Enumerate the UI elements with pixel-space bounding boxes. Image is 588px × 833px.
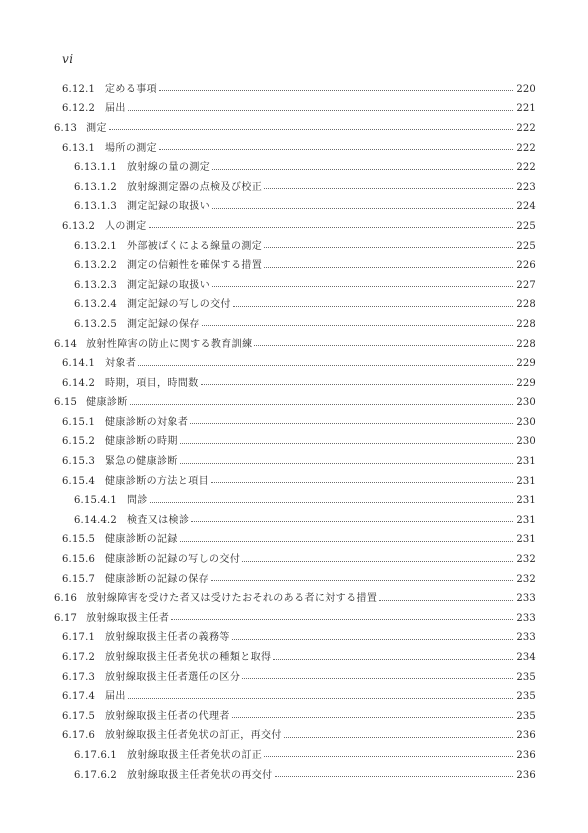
dot-leader <box>273 659 513 660</box>
toc-entry-number: 6.15.5 <box>62 534 96 546</box>
toc-entry[interactable] <box>0 354 588 374</box>
toc-entry[interactable] <box>0 687 588 707</box>
toc-entry-number: 6.13.2.2 <box>74 260 117 272</box>
dot-leader <box>159 149 513 150</box>
toc-entry-number: 6.13.2.3 <box>74 279 117 291</box>
dot-leader <box>201 384 513 385</box>
toc-entry[interactable] <box>0 707 588 727</box>
dot-leader <box>130 404 513 405</box>
dot-leader <box>128 698 513 699</box>
toc-entry-number: 6.15.3 <box>62 456 96 468</box>
toc-entry-title: 健康診断の記録の写しの交付 <box>105 554 241 566</box>
toc-entry-number: 6.12.2 <box>62 103 96 115</box>
toc-entry-title: 放射線の量の測定 <box>126 162 211 174</box>
dot-leader <box>242 561 513 562</box>
toc-entry-number: 6.17.1 <box>62 632 96 644</box>
toc-entry[interactable] <box>0 746 588 766</box>
toc-entry-page: 222 <box>516 122 536 134</box>
toc-entry-page: 228 <box>516 318 536 330</box>
dot-leader <box>202 325 513 326</box>
toc-entry-number: 6.13.2.4 <box>74 299 117 311</box>
toc-entry-page: 222 <box>516 142 536 154</box>
toc-entry-title: 健康診断の時期 <box>105 436 178 448</box>
toc-entry-number: 6.13.1.3 <box>74 201 117 213</box>
toc-entry-title: 測定記録の取扱い <box>126 201 211 213</box>
dot-leader <box>264 756 513 757</box>
toc-entry-title: 健康診断の方法と項目 <box>105 475 210 487</box>
toc-entry-number: 6.17.4 <box>62 691 96 703</box>
toc-entry-page: 233 <box>516 593 536 605</box>
toc-entry[interactable] <box>0 609 588 629</box>
toc-entry-number: 6.15.1 <box>62 416 96 428</box>
toc-entry-title: 定める事項 <box>105 83 158 95</box>
dot-leader <box>138 365 513 366</box>
toc-entry-number: 6.17.5 <box>62 710 96 722</box>
toc-entry-title: 対象者 <box>105 358 137 370</box>
toc-entry-title: 届出 <box>105 691 126 703</box>
toc-entry[interactable] <box>0 296 588 316</box>
toc-entry-number: 6.13.1.1 <box>74 162 117 174</box>
toc-entry-title: 緊急の健康診断 <box>105 456 178 468</box>
toc-entry-page: 231 <box>516 475 536 487</box>
toc-entry[interactable] <box>0 648 588 668</box>
toc-entry[interactable] <box>0 531 588 551</box>
toc-entry-number: 6.17.6 <box>62 730 96 742</box>
toc-entry-page: 235 <box>516 671 536 683</box>
toc-entry-title: 放射線取扱主任者の代理者 <box>105 710 230 722</box>
dot-leader <box>149 227 513 228</box>
toc-entry-number: 6.17.3 <box>62 671 96 683</box>
toc-entry-number: 6.13 <box>54 122 78 134</box>
toc-entry-title: 健康診断 <box>86 397 128 409</box>
toc-entry-number: 6.15.6 <box>62 554 96 566</box>
toc-entry-title: 問診 <box>126 495 148 507</box>
toc-entry-number: 6.13.2.5 <box>74 318 117 330</box>
dot-leader <box>150 502 513 503</box>
toc-entry[interactable] <box>0 452 588 472</box>
dot-leader <box>159 90 513 91</box>
toc-entry-page: 233 <box>516 632 536 644</box>
toc-entry-number: 6.13.1 <box>62 142 96 154</box>
toc-entry[interactable] <box>0 413 588 433</box>
toc-entry[interactable] <box>0 217 588 237</box>
toc-entry-title: 測定の信頼性を確保する措置 <box>126 260 263 272</box>
toc-entry[interactable] <box>0 511 588 531</box>
toc-entry[interactable] <box>0 491 588 511</box>
toc-entry-title: 放射線取扱主任者免状の訂正，再交付 <box>105 730 282 742</box>
toc-entry-title: 測定記録の取扱い <box>126 279 211 291</box>
toc-entry[interactable] <box>0 394 588 414</box>
toc-entry-page: 231 <box>516 495 536 507</box>
toc-entry-page: 230 <box>516 397 536 409</box>
toc-entry[interactable] <box>0 570 588 590</box>
dot-leader <box>232 717 513 718</box>
toc-entry-title: 放射線取扱主任者選任の区分 <box>105 671 241 683</box>
toc-entry-page: 231 <box>516 514 536 526</box>
toc-entry-number: 6.15.7 <box>62 573 96 585</box>
toc-entry-number: 6.15.4.1 <box>74 495 117 507</box>
dot-leader <box>190 423 513 424</box>
toc-entry-page: 225 <box>516 220 536 232</box>
toc-entry[interactable] <box>0 119 588 139</box>
toc-entry[interactable] <box>0 629 588 649</box>
toc-entry-title: 健康診断の記録の保存 <box>105 573 210 585</box>
toc-entry-title: 外部被ばくによる線量の測定 <box>126 240 263 252</box>
toc-entry-page: 228 <box>516 338 536 350</box>
toc-entry-page: 226 <box>516 260 536 272</box>
toc-entry[interactable] <box>0 80 588 100</box>
toc-entry-page: 232 <box>516 554 536 566</box>
toc-entry-number: 6.14.2 <box>62 377 96 389</box>
toc-entry-page: 229 <box>516 358 536 370</box>
toc-entry-page: 235 <box>516 710 536 722</box>
toc-entry[interactable] <box>0 766 588 786</box>
toc-entry-title: 放射線取扱主任者の義務等 <box>105 632 230 644</box>
toc-entry[interactable] <box>0 256 588 276</box>
toc-entry-title: 届出 <box>105 103 126 115</box>
dot-leader <box>242 678 513 679</box>
toc-entry-page: 236 <box>516 730 536 742</box>
toc-entry-number: 6.14 <box>54 338 78 350</box>
toc-entry-number: 6.14.4.2 <box>74 514 117 526</box>
dot-leader <box>232 639 513 640</box>
toc-entry-number: 6.13.2 <box>62 220 96 232</box>
toc-entry-page: 221 <box>516 103 536 115</box>
toc-entry-number: 6.12.1 <box>62 83 96 95</box>
dot-leader <box>284 737 513 738</box>
toc-entry[interactable] <box>0 433 588 453</box>
toc-entry[interactable] <box>0 100 588 120</box>
toc-entry-page: 231 <box>516 534 536 546</box>
toc-entry-number: 6.16 <box>54 593 78 605</box>
dot-leader <box>211 482 513 483</box>
dot-leader <box>264 267 513 268</box>
toc-entry-page: 233 <box>516 612 536 624</box>
toc-entry-number: 6.15.2 <box>62 436 96 448</box>
toc-entry[interactable] <box>0 315 588 335</box>
toc-entry-title: 放射線測定器の点検及び校正 <box>126 181 263 193</box>
toc-entry-page: 222 <box>516 162 536 174</box>
toc-entry-title: 放射線取扱主任者免状の再交付 <box>126 769 273 781</box>
dot-leader <box>264 188 513 189</box>
toc-entry-page: 224 <box>516 201 536 213</box>
dot-leader <box>275 776 513 777</box>
toc-entry-page: 220 <box>516 83 536 95</box>
toc-entry[interactable] <box>0 727 588 747</box>
toc-entry[interactable] <box>0 472 588 492</box>
toc-entry-number: 6.14.1 <box>62 358 96 370</box>
toc-entry-number: 6.13.2.1 <box>74 240 117 252</box>
toc-entry-page: 223 <box>516 181 536 193</box>
toc-entry-title: 健康診断の記録 <box>105 534 178 546</box>
dot-leader <box>233 306 513 307</box>
toc-entry[interactable] <box>0 589 588 609</box>
toc-entry-title: 場所の測定 <box>105 142 158 154</box>
toc-entry-page: 236 <box>516 749 536 761</box>
toc-entry-number: 6.17.6.1 <box>74 749 117 761</box>
toc-entry-page: 235 <box>516 691 536 703</box>
toc-entry-number: 6.17 <box>54 612 78 624</box>
toc-entry-title: 放射線取扱主任者 <box>86 612 170 624</box>
toc-entry-title: 放射線障害を受けた者又は受けたおそれのある者に対する措置 <box>86 593 378 605</box>
toc-entry-number: 6.15 <box>54 397 78 409</box>
toc-entry-title: 放射性障害の防止に関する教育訓練 <box>86 338 253 350</box>
toc-entry-title: 人の測定 <box>105 220 147 232</box>
toc-entry-page: 236 <box>516 769 536 781</box>
dot-leader <box>128 110 513 111</box>
page-number: vi <box>62 52 74 66</box>
toc-entry-title: 時期，項目，時間数 <box>105 377 199 389</box>
dot-leader <box>211 580 513 581</box>
dot-leader <box>212 169 513 170</box>
toc-entry-page: 229 <box>516 377 536 389</box>
toc-entry-page: 228 <box>516 299 536 311</box>
dot-leader <box>212 208 513 209</box>
toc-entry-page: 227 <box>516 279 536 291</box>
dot-leader <box>171 619 513 620</box>
toc-entry-page: 225 <box>516 240 536 252</box>
toc-entry-title: 健康診断の対象者 <box>105 416 189 428</box>
toc-entry-number: 6.13.1.2 <box>74 181 117 193</box>
toc-entry-title: 放射線取扱主任者免状の訂正 <box>126 749 263 761</box>
toc-entry-title: 放射線取扱主任者免状の種類と取得 <box>105 652 272 664</box>
toc-entry[interactable] <box>0 139 588 159</box>
dot-leader <box>109 129 513 130</box>
toc-entry[interactable] <box>0 374 588 394</box>
toc-entry-number: 6.17.6.2 <box>74 769 117 781</box>
dot-leader <box>264 247 513 248</box>
toc-entry-page: 231 <box>516 456 536 468</box>
toc-entry[interactable] <box>0 550 588 570</box>
toc-entry-page: 232 <box>516 573 536 585</box>
dot-leader <box>180 541 513 542</box>
toc-entry[interactable] <box>0 276 588 296</box>
toc-entry-title: 検査又は検診 <box>126 514 190 526</box>
dot-leader <box>379 600 513 601</box>
toc-entry-page: 230 <box>516 436 536 448</box>
toc-entry-page: 230 <box>516 416 536 428</box>
table-of-contents <box>0 80 588 785</box>
toc-entry[interactable] <box>0 335 588 355</box>
dot-leader <box>180 463 513 464</box>
toc-entry[interactable] <box>0 198 588 218</box>
dot-leader <box>180 443 513 444</box>
toc-entry-title: 測定記録の保存 <box>126 318 200 330</box>
toc-entry-page: 234 <box>516 652 536 664</box>
toc-entry[interactable] <box>0 668 588 688</box>
toc-entry-title: 測定 <box>86 122 107 134</box>
toc-entry[interactable] <box>0 178 588 198</box>
toc-entry[interactable] <box>0 158 588 178</box>
toc-entry-title: 測定記録の写しの交付 <box>126 299 231 311</box>
dot-leader <box>254 345 513 346</box>
toc-entry-number: 6.17.2 <box>62 652 96 664</box>
dot-leader <box>191 521 513 522</box>
dot-leader <box>212 286 513 287</box>
toc-entry[interactable] <box>0 237 588 257</box>
toc-entry-number: 6.15.4 <box>62 475 96 487</box>
